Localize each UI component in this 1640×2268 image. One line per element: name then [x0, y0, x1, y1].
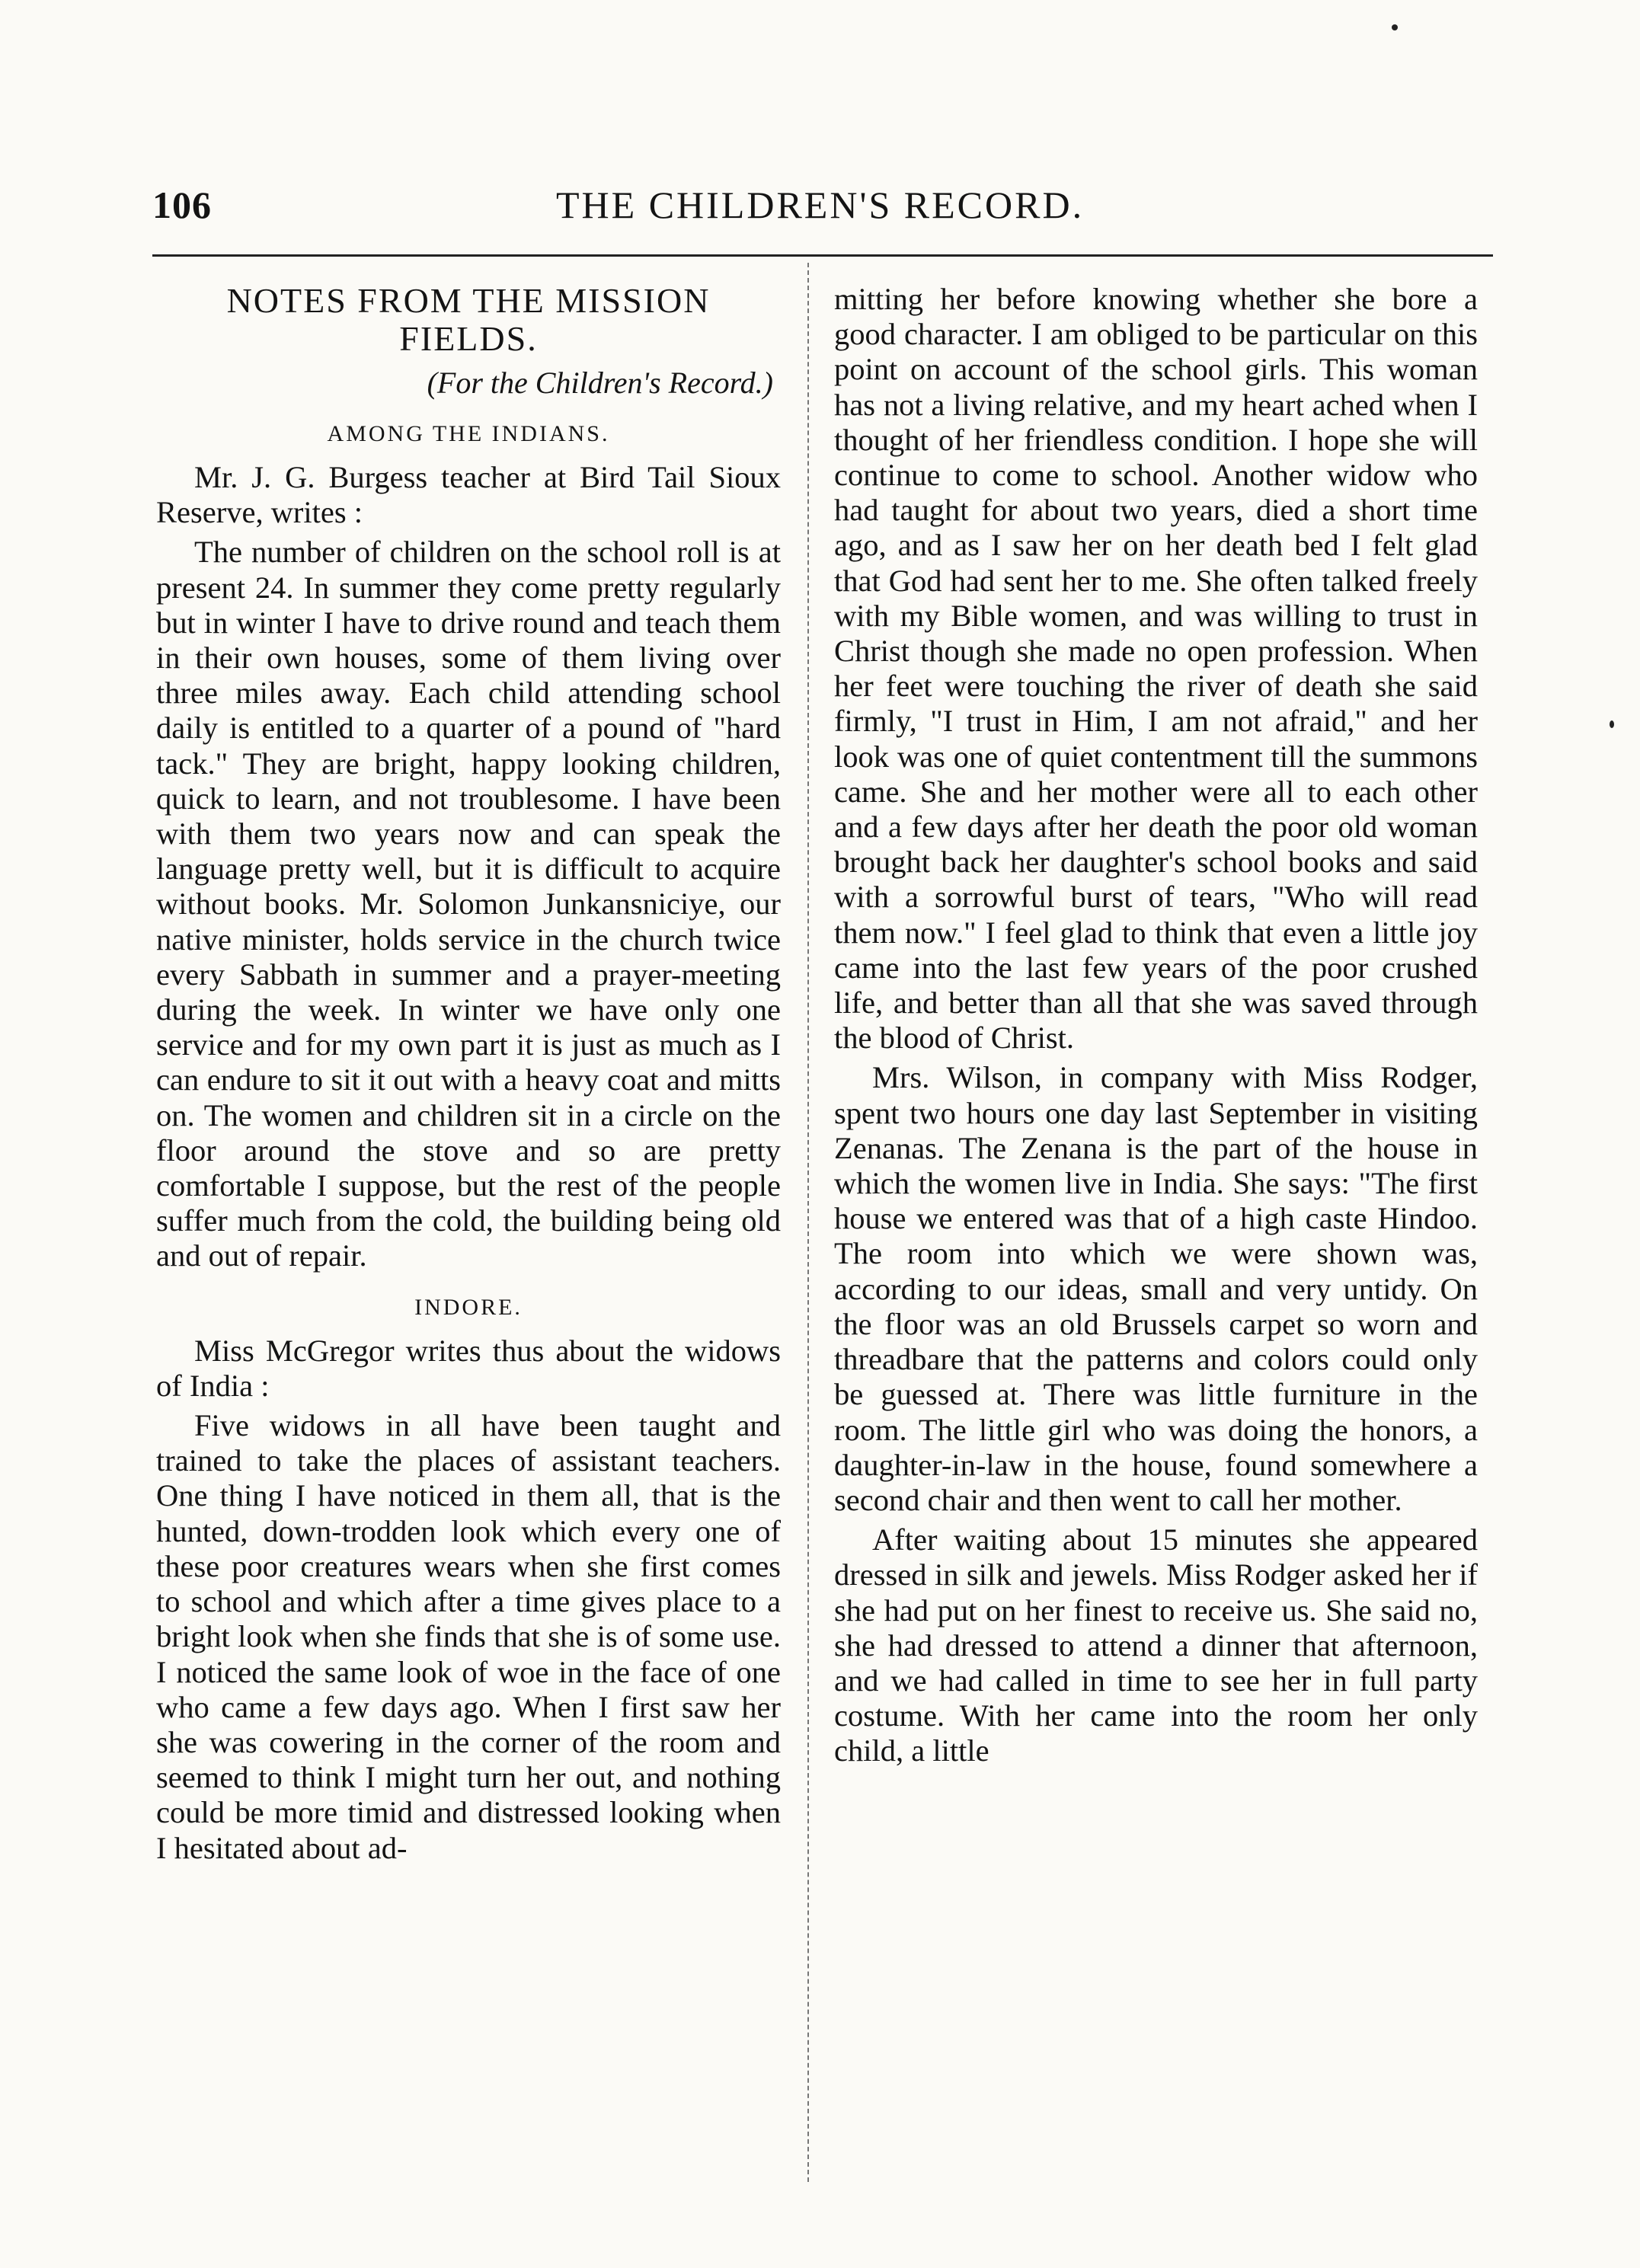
- article-title: NOTES FROM THE MISSION FIELDS.: [226, 281, 711, 358]
- indore-intro: Miss McGregor writes thus about the widows of India :: [156, 1333, 781, 1403]
- running-title: THE CHILDREN'S RECORD.: [556, 184, 1085, 226]
- waiting-paragraph: After waiting about 15 minutes she appeared dressed in silk and jewels. Miss Rodger asked her if she had put on her finest to receive us. She said no, she had dressed to attend a dinner that afternoon, and we had called in time to see her in full party costume. With her came into the room her only child, a little: [834, 1522, 1478, 1768]
- indians-body: The number of children on the school roll is at present 24. In summer they come pretty regularly but in winter I have to drive round and teach them in their own houses, some of them living over three miles away. Each child attending school daily is entitled to a quarter of a pound of "hard tack." They are bright, happy looking children, quick to learn, and not troublesome. I have been with them two years now and can speak the language pretty well, but it is difficult to acquire without books. Mr. Solomon Junkansniciye, our native minister, holds service in the church twice every Sabbath in summer and a prayer-meeting during the week. In winter we have only one service and for my own part it is just as much as I can endure to sit it out with a heavy coat and mitts on. The women and children sit in a circle on the floor around the stove and so are pretty comfortable I suppose, but the rest of the people suffer much from the cold, the building being old and out of repair.: [156, 535, 781, 1273]
- page-header: [152, 183, 1493, 236]
- ink-speck: [1610, 720, 1614, 728]
- right-column: [834, 282, 1478, 1774]
- section-heading-indore: INDORE.: [414, 1294, 523, 1320]
- left-column: [156, 282, 781, 1870]
- column-divider: [807, 263, 809, 2182]
- zenana-paragraph: Mrs. Wilson, in company with Miss Rodger, spent two hours one day last September in visiting Zenanas. The Zenana is the part of the house in which the women live in India. She says: "The first house we entered was that of a high caste Hindoo. The room into which we were shown was, according to our ideas, small and very untidy. On the floor was an old Brussels carpet so worn and threadbare that the patterns and colors could only be guessed at. There was little furniture in the room. The little girl who was doing the honors, a daughter-in-law in the house, found somewhere a second chair and then went to call her mother.: [834, 1060, 1478, 1517]
- ink-speck: [1392, 24, 1398, 30]
- indore-body-left: Five widows in all have been taught and trained to take the places of assistant teachers. One thing I have noticed in them all, that is the hunted, down-trodden look which every one of these poor creatures wears when she first comes to school and which after a time gives place to a bright look when she finds that she is of some use. I noticed the same look of woe in the face of one who came a few days ago. When I first saw her she was cowering in the corner of the room and seemed to think I might turn her out, and nothing could be more timid and distressed looking when I hesitated about ad-: [156, 1408, 781, 1865]
- page-number: 106: [152, 184, 212, 226]
- indians-intro: Mr. J. G. Burgess teacher at Bird Tail Sioux Reserve, writes :: [156, 460, 781, 530]
- indore-body-right: mitting her before knowing whether she bore a good character. I am obliged to be particular on this point on account of the school girls. This woman has not a living relative, and my heart ached when I thought of her friendless condition. I hope she will continue to come to school. Another widow who had taught for about two years, died a short time ago, and as I saw her on her death bed I felt glad that God had sent her to me. She often talked freely with my Bible women, and was willing to trust in Christ though she made no open profession. When her feet were touching the river of death she said firmly, "I trust in Him, I am not afraid," and her look was one of quiet contentment till the summons came. She and her mother were all to each other and a few days after her death the poor old woman brought back her daughter's school books and said with a sorrowful burst of tears, "Who will read them now." I feel glad to think that even a little joy came into the last few years of the poor crushed life, and better than all that she was saved through the blood of Christ.: [834, 282, 1478, 1056]
- section-heading-indians: AMONG THE INDIANS.: [327, 421, 610, 446]
- article-byline: (For the Children's Record.): [427, 366, 773, 400]
- header-rule: [152, 254, 1493, 257]
